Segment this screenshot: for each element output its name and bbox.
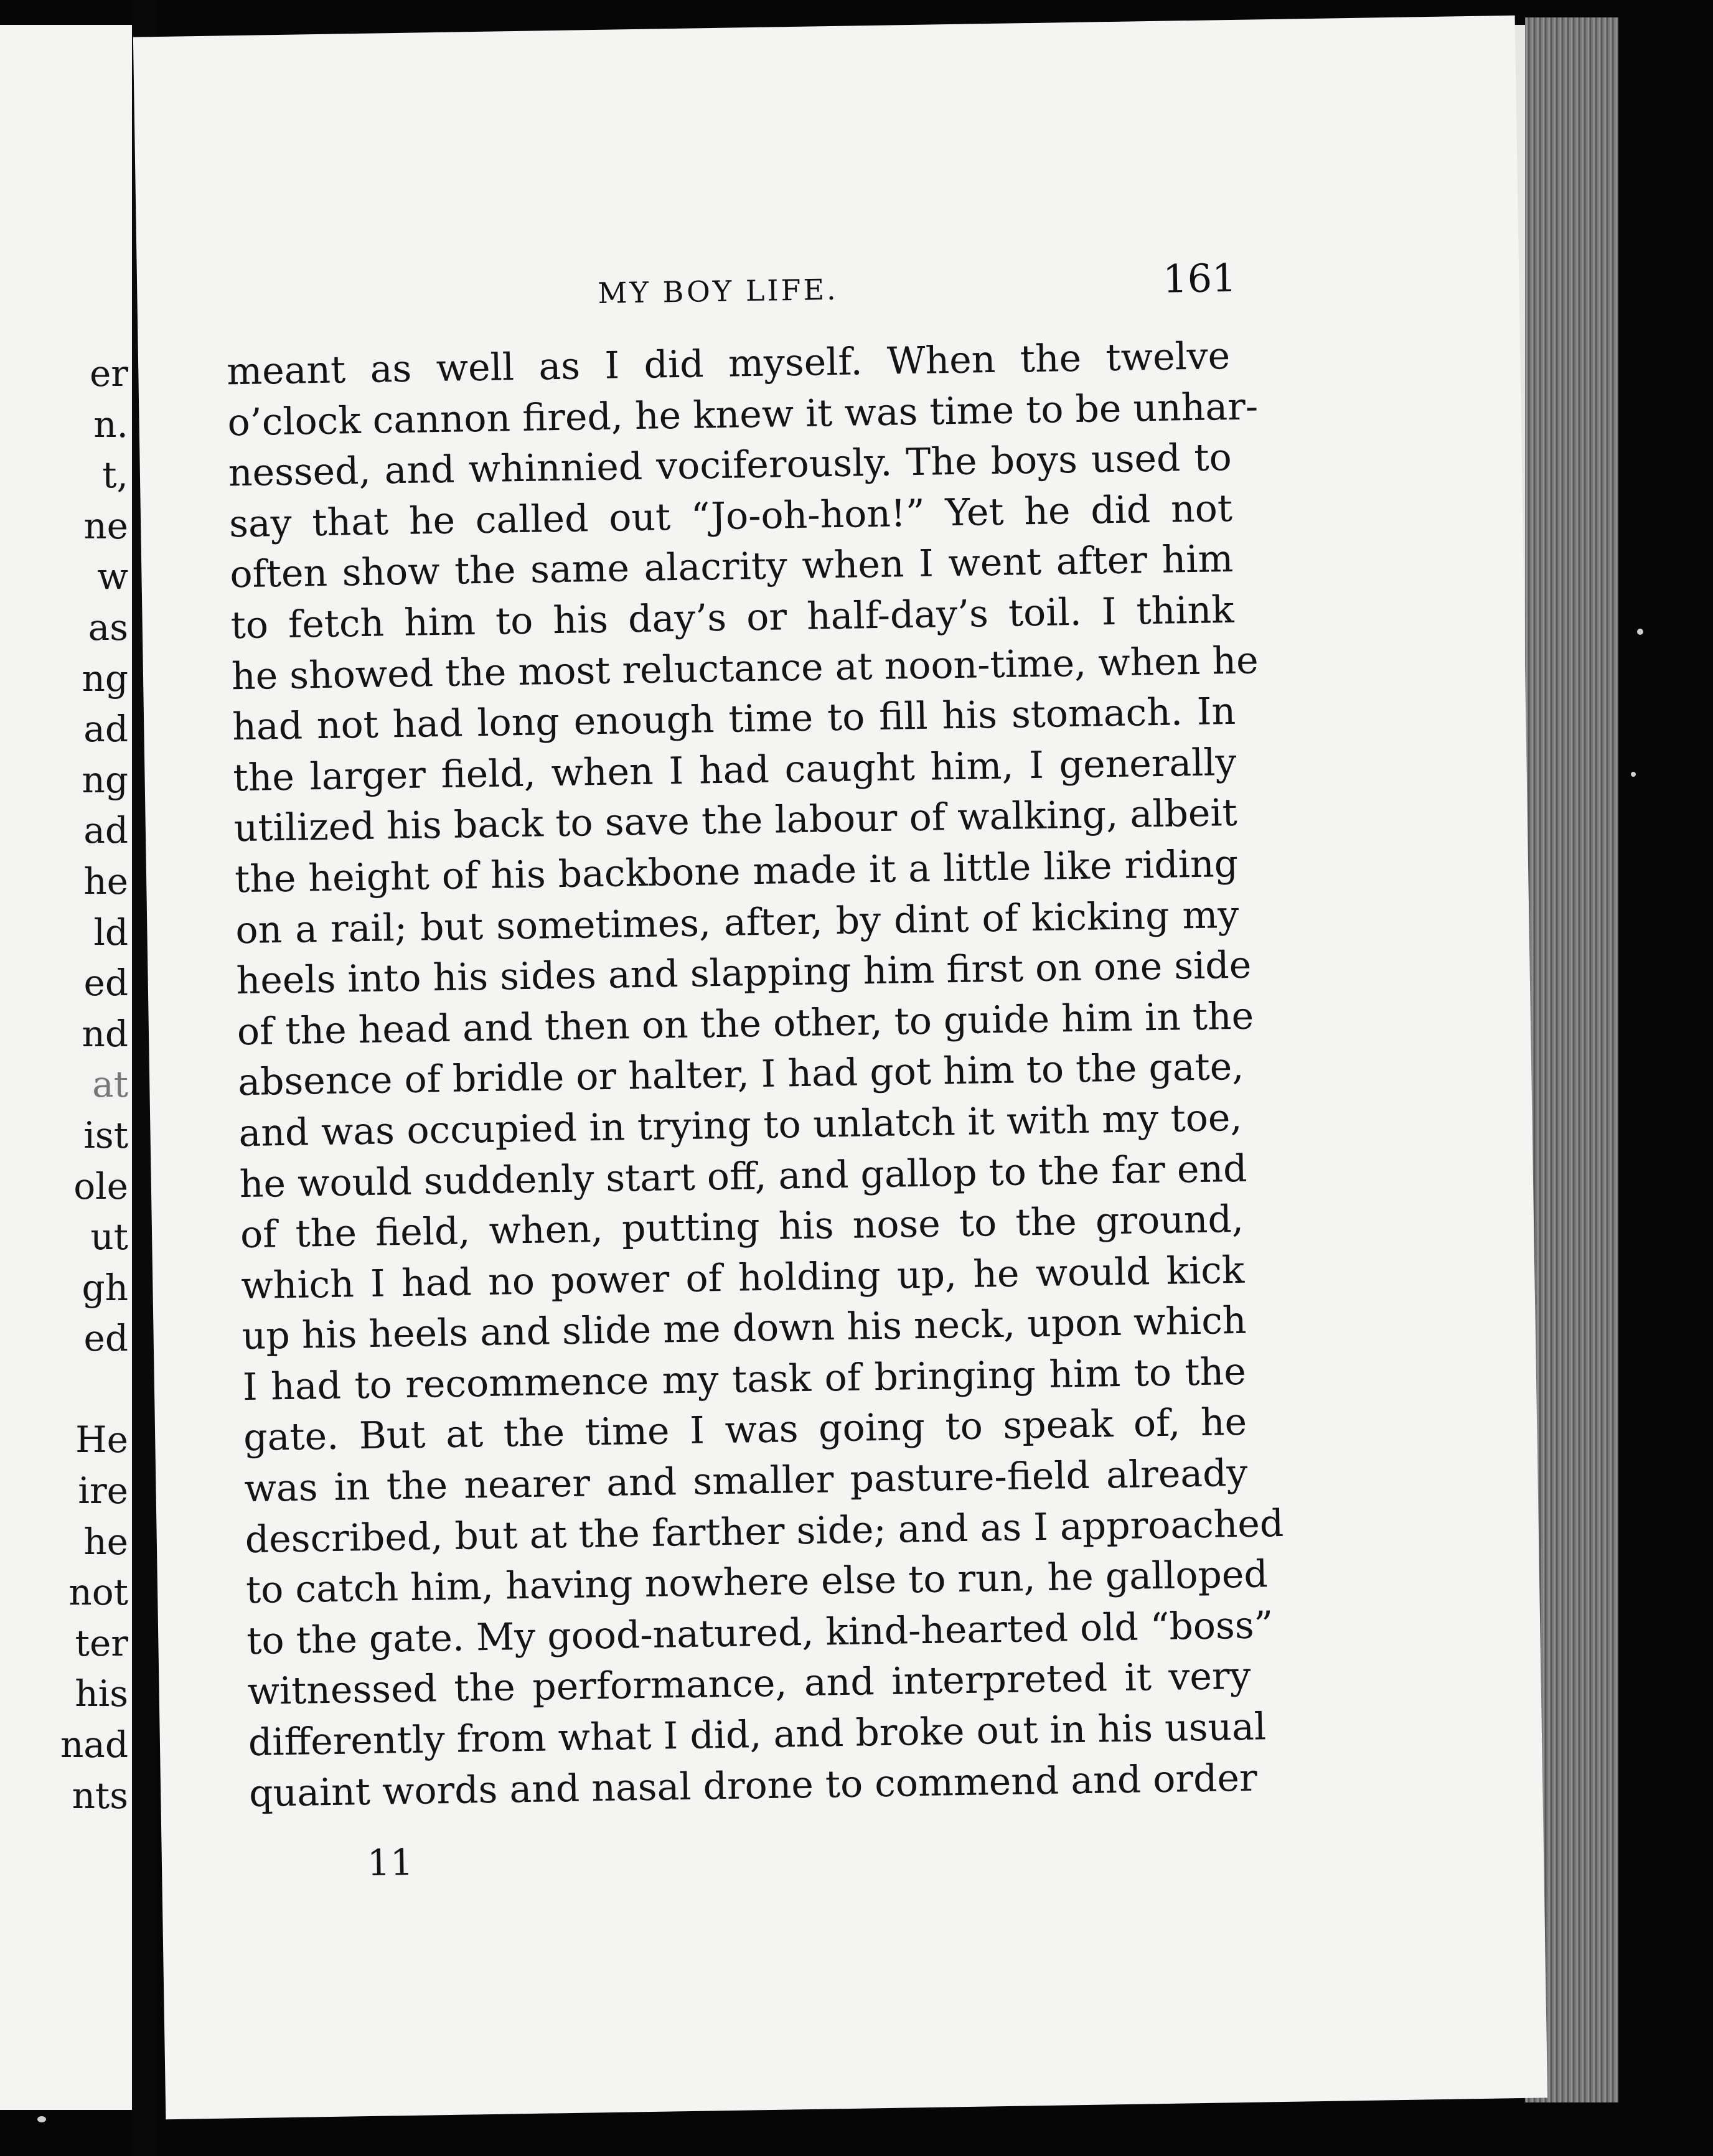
- right-page: [133, 16, 1547, 2119]
- text-line: described, but at the farther side; and as I approached: [245, 1501, 1284, 1562]
- text-line: often show the same alacrity when I went after him: [229, 537, 1234, 597]
- left-page-fragment: ire: [78, 1469, 128, 1512]
- text-line: gate. But at the time I was going to speak of, he: [243, 1400, 1247, 1460]
- text-line: say that he called out “Jo-oh-hon!” Yet he did not: [228, 486, 1233, 546]
- left-page-fragment: ole: [73, 1165, 128, 1207]
- text-line: nessed, and whinnied vociferously. The boys used to: [228, 436, 1232, 495]
- left-page-fragment: ed: [83, 962, 128, 1005]
- left-page-fragment: he: [83, 1520, 128, 1563]
- text-line: utilized his back to save the labour of walking, albeit: [233, 791, 1238, 851]
- left-page-fragment: as: [88, 606, 128, 649]
- text-line: he would suddenly start off, and gallop to the far end: [239, 1146, 1248, 1206]
- left-facing-page: [0, 25, 132, 2110]
- left-page-fragment: t,: [102, 454, 128, 497]
- left-page-fragment: ld: [93, 911, 128, 954]
- left-page-fragment: er: [89, 352, 128, 395]
- left-page-fragment: gh: [82, 1266, 128, 1309]
- text-line: the larger field, when I had caught him, I generally: [233, 740, 1237, 800]
- scan-speck: [37, 2116, 46, 2122]
- text-line: and was occupied in trying to unlatch it with my toe,: [238, 1095, 1242, 1156]
- text-line: he showed the most reluctance at noon-time, when he: [231, 638, 1259, 698]
- text-line: on a rail; but sometimes, after, by dint of kicking my: [235, 893, 1239, 952]
- text-line: which I had no power of holding up, he would kick: [240, 1248, 1245, 1308]
- left-page-fragment: nts: [72, 1774, 128, 1817]
- scan-speck: [1637, 629, 1643, 635]
- text-line: differently from what I did, and broke out in his usual: [248, 1705, 1267, 1765]
- text-line: the height of his backbone made it a little like riding: [234, 841, 1239, 902]
- text-line: heels into his sides and slapping him first on one side: [236, 943, 1252, 1003]
- scan-speck: [1631, 772, 1636, 777]
- text-line: to fetch him to his day’s or half-day’s toil. I think: [230, 588, 1235, 648]
- left-page-fragment: he: [83, 860, 128, 902]
- left-page-fragment: w: [97, 555, 128, 598]
- text-line: witnessed the performance, and interpreted it very: [247, 1654, 1251, 1714]
- text-line: to the gate. My good-natured, kind-hearted old “boss”: [246, 1603, 1274, 1663]
- text-line: of the head and then on the other, to guide him in the: [237, 994, 1254, 1054]
- text-line: I had to recommence my task of bringing him to the: [242, 1349, 1247, 1410]
- left-page-fragment: ed: [83, 1317, 128, 1360]
- left-page-fragment: [60, 1364, 128, 1415]
- text-line: up his heels and slide me down his neck, upon which: [242, 1299, 1247, 1359]
- left-page-fragment: ist: [83, 1113, 128, 1156]
- body-text: [226, 331, 1284, 1819]
- text-line: absence of bridle or halter, I had got him to the gate,: [237, 1045, 1244, 1105]
- text-line: o’clock cannon fired, he knew it was time to be unhar-: [227, 384, 1259, 444]
- signature-mark: 11: [367, 1840, 414, 1885]
- left-page-fragment: ad: [83, 708, 128, 751]
- left-page-fragment: at: [92, 1063, 128, 1106]
- left-page-fragment: ng: [82, 657, 128, 700]
- text-line: to catch him, having nowhere else to run, he galloped: [245, 1552, 1269, 1613]
- left-page-fragment: nad: [60, 1723, 128, 1766]
- left-page-fragment: ter: [75, 1621, 128, 1664]
- text-line: meant as well as I did myself. When the twelve: [226, 334, 1231, 394]
- left-page-fragment: ne: [83, 504, 128, 547]
- page-number: 161: [1162, 255, 1237, 302]
- left-page-line-fragments: [60, 349, 128, 1821]
- running-head: MY BOY LIFE.: [597, 272, 839, 310]
- left-page-fragment: nd: [82, 1012, 128, 1055]
- left-page-fragment: ad: [83, 809, 128, 852]
- left-page-fragment: ng: [82, 758, 128, 801]
- left-page-fragment: He: [75, 1418, 128, 1461]
- text-line: was in the nearer and smaller pasture-field already: [243, 1451, 1248, 1511]
- left-page-fragment: not: [68, 1571, 128, 1614]
- left-page-fragment: ut: [90, 1216, 128, 1258]
- text-line: quaint words and nasal drone to commend and order: [248, 1756, 1258, 1816]
- left-page-fragment: n.: [93, 403, 128, 446]
- page-header: [137, 251, 1519, 335]
- left-page-fragment: his: [75, 1672, 128, 1715]
- text-line: had not had long enough time to fill his stomach. In: [232, 690, 1236, 749]
- text-line: of the field, when, putting his nose to the ground,: [240, 1197, 1244, 1257]
